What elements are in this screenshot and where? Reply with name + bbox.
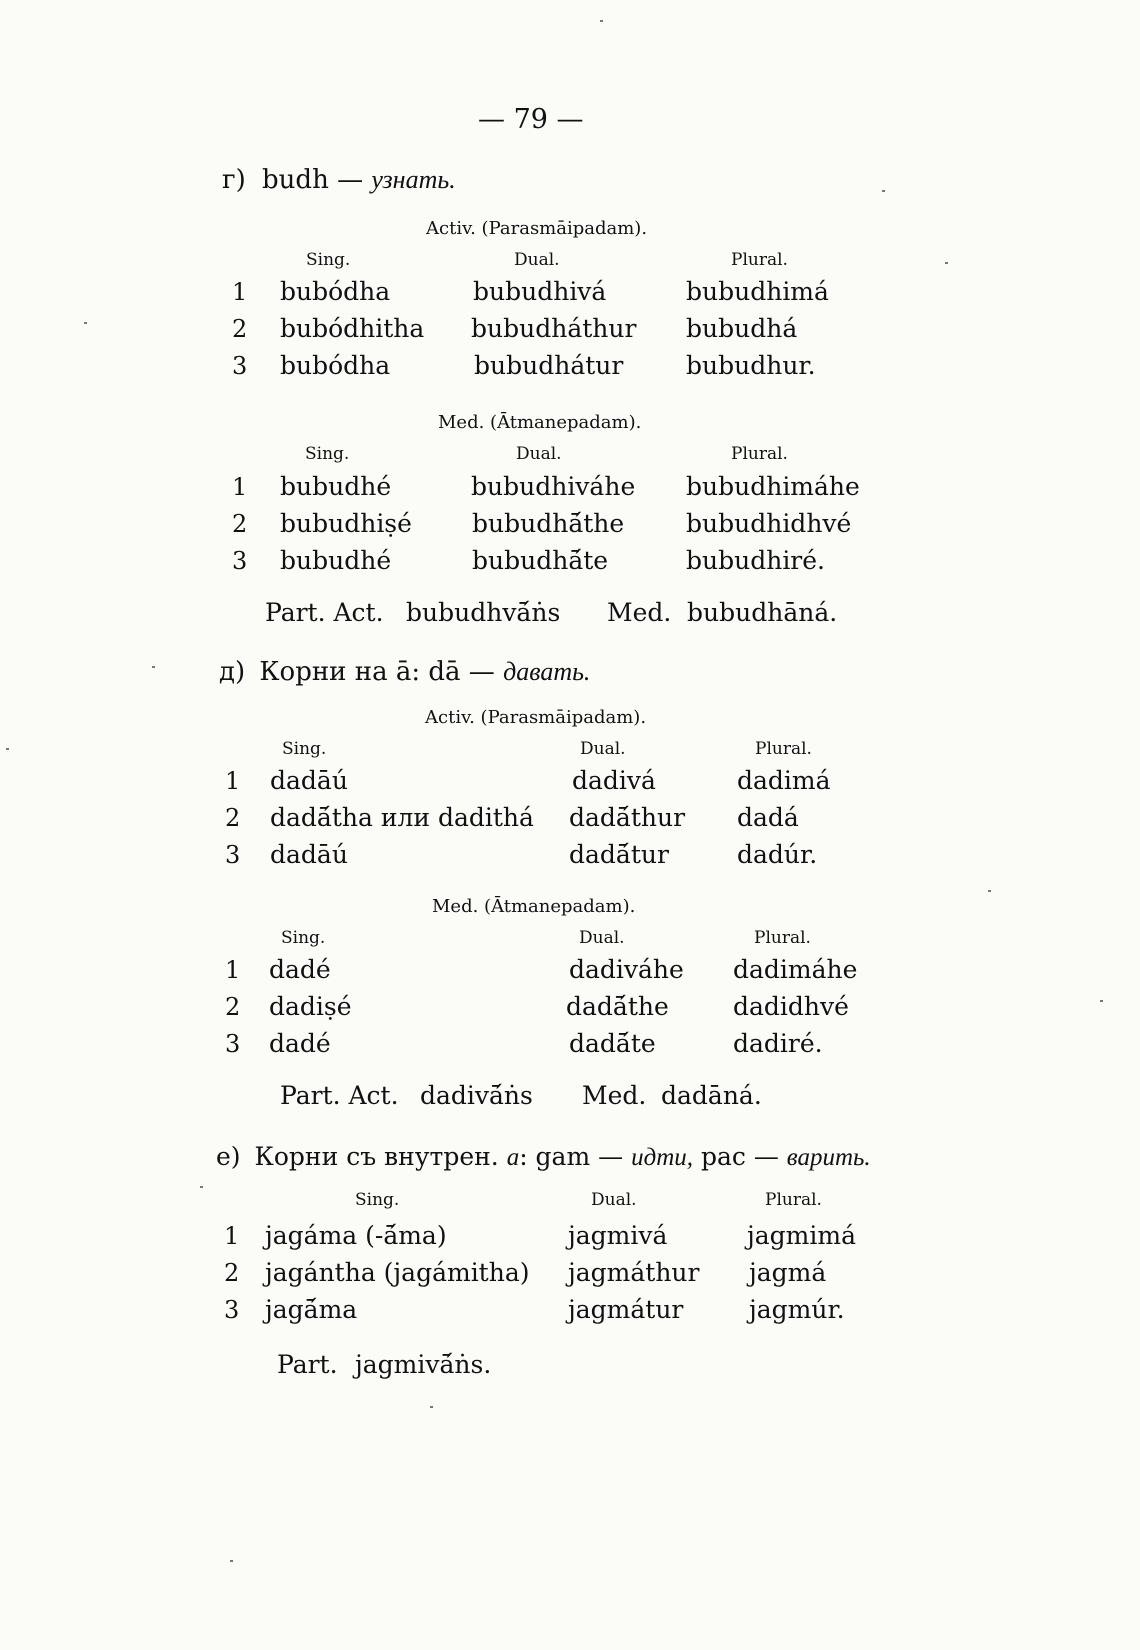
form-dual: dadivá: [572, 766, 656, 795]
form-dual: bubudhiváhe: [471, 472, 636, 501]
form-dual: jagmivá: [568, 1221, 668, 1250]
section-letter: е): [216, 1142, 241, 1171]
header-sing: Sing.: [306, 250, 351, 270]
section-root-pac: pac —: [700, 1142, 779, 1171]
form-plural: jagmimá: [747, 1221, 856, 1250]
header-dual: Dual.: [591, 1190, 637, 1210]
form-sing: dadé: [269, 955, 331, 984]
section-gloss: давать.: [503, 657, 591, 686]
person-number: 2: [232, 510, 248, 538]
voice-label-active: Activ. (Parasmāipadam).: [426, 218, 648, 239]
header-dual: Dual.: [514, 250, 560, 270]
section-gloss-gam: идти,: [631, 1144, 694, 1171]
person-number: 3: [224, 1296, 240, 1324]
section-root: Корни на ā: dā —: [259, 657, 495, 687]
form-sing: dadāú: [270, 840, 348, 869]
form-sing: jagántha (jagámitha): [265, 1258, 530, 1287]
form-sing: bubódha: [280, 351, 391, 380]
person-number: 2: [225, 804, 241, 832]
section-heading-d: [219, 657, 590, 687]
form-sing: bubudhiṣé: [280, 509, 412, 538]
form-sing: dadé: [269, 1029, 331, 1058]
form-plural: bubudhiré.: [686, 546, 826, 575]
person-number: 2: [224, 1259, 240, 1287]
participle-middle-form: bubudhāná.: [687, 598, 838, 627]
header-sing: Sing.: [282, 739, 327, 759]
form-dual: dadā́thur: [569, 803, 686, 832]
section-root: Корни съ внутрен.: [254, 1142, 499, 1171]
form-plural: jagmá: [749, 1258, 827, 1287]
form-plural: bubudhimáhe: [686, 472, 860, 501]
scan-speck: [600, 20, 603, 22]
form-plural: bubudhimá: [686, 277, 829, 306]
scan-speck: [152, 666, 155, 668]
form-plural: bubudhidhvé: [686, 509, 852, 538]
form-plural: dadúr.: [737, 840, 818, 869]
header-sing: Sing.: [281, 928, 326, 948]
participle-active-label: Part. Act.: [265, 598, 384, 627]
form-dual: dadā́the: [566, 992, 669, 1021]
header-sing: Sing.: [355, 1190, 400, 1210]
section-gloss: узнать.: [371, 165, 456, 194]
scan-speck: [988, 890, 991, 892]
header-dual: Dual.: [580, 739, 626, 759]
person-number: 1: [225, 956, 241, 984]
form-sing: bubódhitha: [280, 314, 425, 343]
form-sing: jagáma (-ā́ma): [265, 1221, 447, 1250]
section-heading-g: [222, 165, 456, 195]
form-dual: dadā́te: [569, 1029, 656, 1058]
form-sing: dadā́tha или dadithá: [270, 803, 534, 832]
form-sing: dadāú: [270, 766, 348, 795]
voice-label-middle: Med. (Ātmanepadam).: [438, 412, 642, 433]
form-plural: bubudhur.: [686, 351, 816, 380]
form-dual: jagmáthur: [568, 1258, 700, 1287]
person-number: 2: [232, 315, 248, 343]
section-stem-vowel: a: [506, 1144, 520, 1171]
header-plural: Plural.: [755, 739, 812, 759]
person-number: 1: [224, 1222, 240, 1250]
person-number: 1: [232, 473, 248, 501]
scan-speck: [1100, 1000, 1103, 1002]
header-plural: Plural.: [731, 444, 788, 464]
form-dual: dadā́tur: [569, 840, 669, 869]
participle-active-form: bubudhvā́ṅs: [406, 598, 561, 627]
person-number: 3: [232, 352, 248, 380]
participle-active-form: dadivā́ṅs: [420, 1081, 533, 1110]
form-dual: bubudhivá: [473, 277, 607, 306]
participle-label: Part.: [277, 1350, 338, 1379]
header-plural: Plural.: [765, 1190, 822, 1210]
voice-label-middle: Med. (Ātmanepadam).: [432, 896, 636, 917]
participle-middle-form: dadāná.: [661, 1081, 762, 1110]
form-sing: bubódha: [280, 277, 391, 306]
section-root: budh —: [262, 165, 364, 195]
person-number: 2: [225, 993, 241, 1021]
voice-label-active: Activ. (Parasmāipadam).: [425, 707, 647, 728]
scan-speck: [200, 1186, 203, 1188]
participle-active-label: Part. Act.: [280, 1081, 399, 1110]
person-number: 3: [225, 1030, 241, 1058]
participle-middle-label: Med.: [582, 1081, 647, 1110]
header-plural: Plural.: [731, 250, 788, 270]
person-number: 3: [232, 547, 248, 575]
person-number: 1: [232, 278, 248, 306]
header-dual: Dual.: [579, 928, 625, 948]
scan-speck: [882, 190, 885, 192]
form-dual: bubudhā́the: [472, 509, 625, 538]
section-letter: д): [219, 657, 246, 687]
form-dual: bubudháthur: [471, 314, 637, 343]
page-number: — 79 —: [478, 104, 584, 135]
form-sing: jagā́ma: [265, 1295, 358, 1324]
form-sing: dadiṣé: [269, 992, 352, 1021]
form-plural: dadidhvé: [733, 992, 849, 1021]
form-dual: dadiváhe: [569, 955, 684, 984]
scan-speck: [6, 748, 9, 750]
header-sing: Sing.: [305, 444, 350, 464]
person-number: 1: [225, 767, 241, 795]
form-plural: bubudhá: [686, 314, 798, 343]
scan-speck: [430, 1406, 433, 1408]
header-dual: Dual.: [516, 444, 562, 464]
participle-form: jagmivā́ṅs.: [355, 1350, 492, 1379]
scan-speck: [945, 262, 948, 264]
form-sing: bubudhé: [280, 472, 392, 501]
form-plural: dadá: [737, 803, 799, 832]
form-dual: bubudhátur: [474, 351, 624, 380]
form-sing: bubudhé: [280, 546, 392, 575]
form-plural: dadimáhe: [733, 955, 858, 984]
form-plural: dadiré.: [733, 1029, 823, 1058]
form-plural: jagmúr.: [749, 1295, 845, 1324]
participle-middle-label: Med.: [607, 598, 672, 627]
scan-speck: [230, 1560, 233, 1562]
section-heading-e: [216, 1142, 871, 1172]
form-dual: bubudhā́te: [472, 546, 609, 575]
header-plural: Plural.: [754, 928, 811, 948]
section-gloss-pac: варить.: [786, 1144, 871, 1171]
form-dual: jagmátur: [568, 1295, 684, 1324]
form-plural: dadimá: [737, 766, 831, 795]
section-letter: г): [222, 165, 246, 195]
section-root-gam: : gam —: [519, 1142, 624, 1171]
person-number: 3: [225, 841, 241, 869]
scan-speck: [84, 322, 87, 324]
